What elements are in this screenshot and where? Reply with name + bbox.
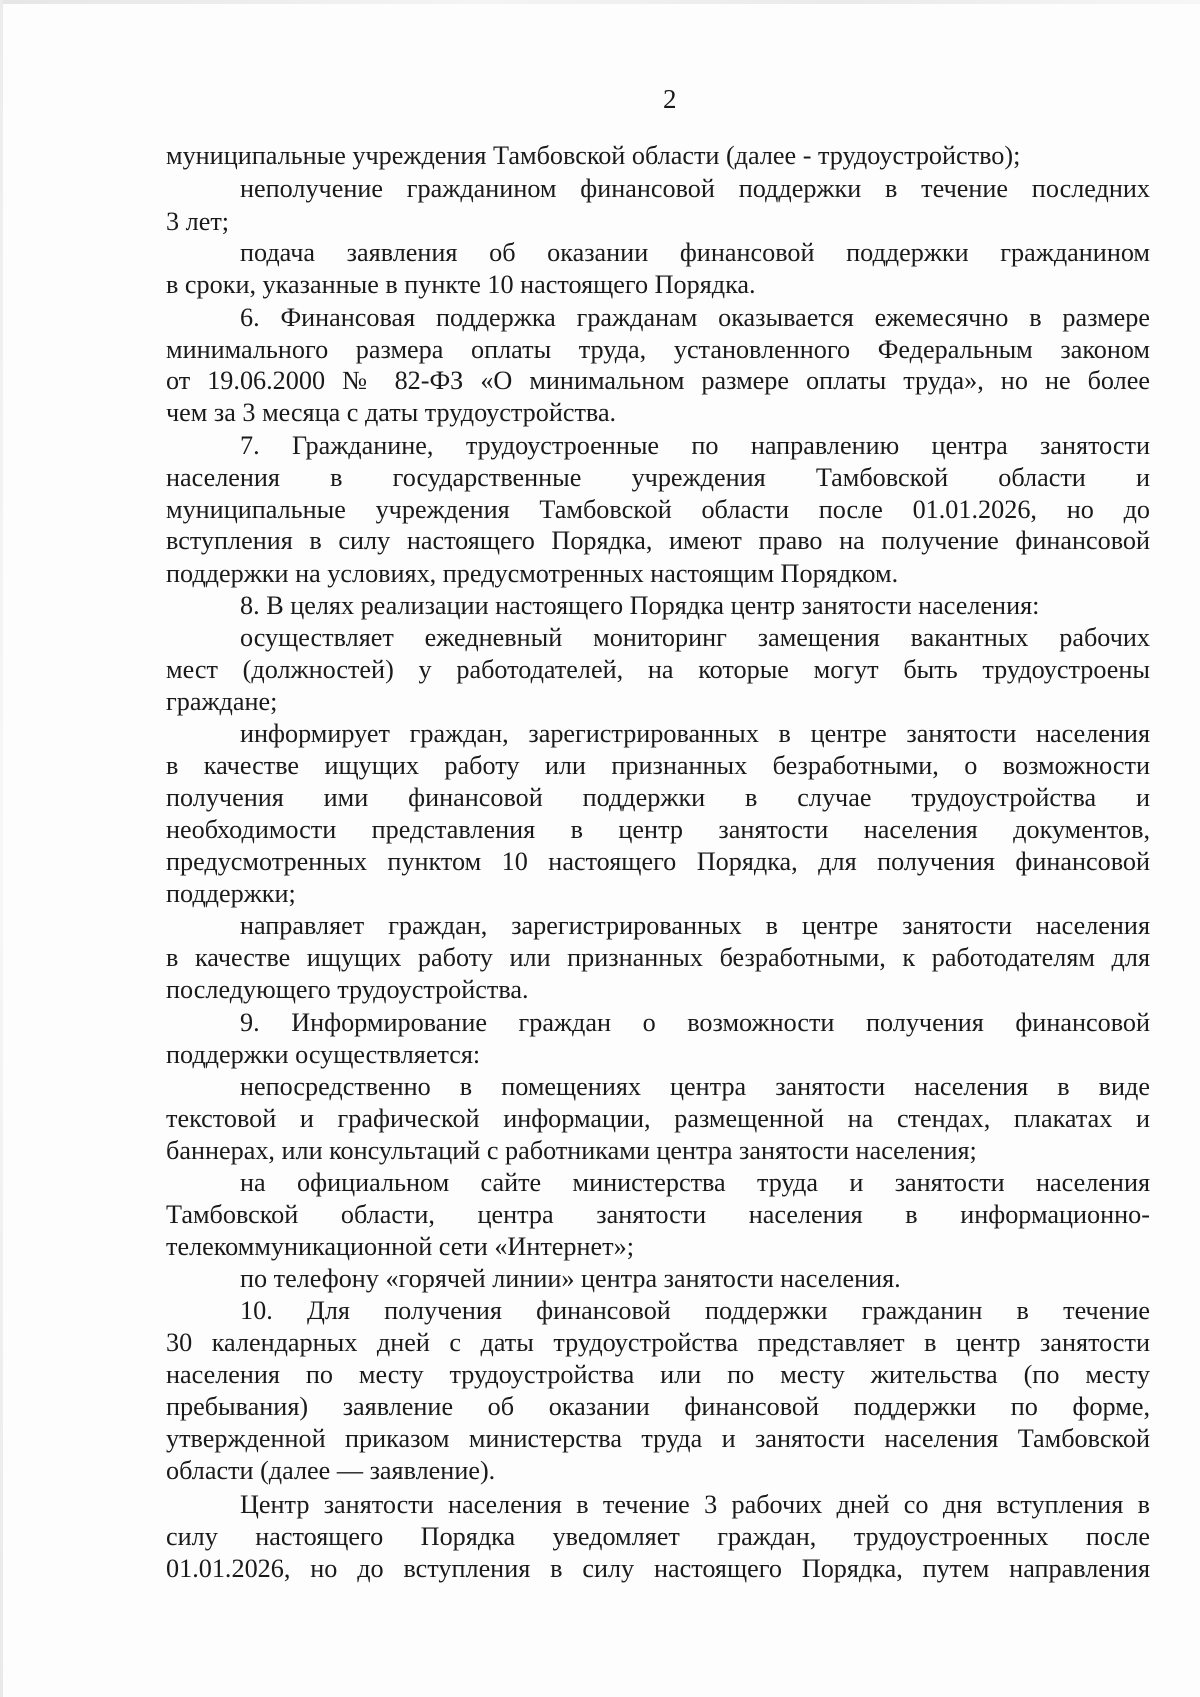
text-line: 30 календарных дней с даты трудоустройства представляет в центр занятости <box>166 1328 1150 1357</box>
text-line: 01.01.2026, но до вступления в силу настоящего Порядка, путем направления <box>166 1554 1150 1583</box>
text-line: мест (должностей) у работодателей, на которые могут быть трудоустроены <box>166 655 1150 684</box>
text-line: последующего трудоустройства. <box>166 975 529 1004</box>
text-line: предусмотренных пунктом 10 настоящего Порядка, для получения финансовой <box>166 847 1150 876</box>
text-line: по телефону «горячей линии» центра занятости населения. <box>240 1264 901 1293</box>
text-line: 7. Гражданине, трудоустроенные по направлению центра занятости <box>240 431 1150 460</box>
scan-edge-top <box>0 0 1200 4</box>
text-line: неполучение гражданином финансовой поддержки в течение последних <box>240 174 1150 203</box>
text-line: в качестве ищущих работу или признанных безработными, о возможности <box>166 751 1150 780</box>
text-line: необходимости представления в центр занятости населения документов, <box>166 815 1150 844</box>
text-line: 3 лет; <box>166 207 230 236</box>
text-line: подача заявления об оказании финансовой поддержки гражданином <box>240 238 1150 267</box>
text-line: на официальном сайте министерства труда и занятости населения <box>240 1168 1150 1197</box>
text-line: 8. В целях реализации настоящего Порядка центр занятости населения: <box>240 591 1040 620</box>
text-line: от 19.06.2000 № 82-ФЗ «О минимальном размере оплаты труда», но не более <box>166 366 1150 395</box>
text-line: минимального размера оплаты труда, установленного Федеральным законом <box>166 335 1150 364</box>
text-line: непосредственно в помещениях центра занятости населения в виде <box>240 1072 1150 1101</box>
text-line: в сроки, указанные в пункте 10 настоящего Порядка. <box>166 270 756 299</box>
text-line: направляет граждан, зарегистрированных в центре занятости населения <box>240 911 1150 940</box>
scan-edge-left <box>0 0 3 1697</box>
text-line: 6. Финансовая поддержка гражданам оказывается ежемесячно в размере <box>240 303 1150 332</box>
text-line: Центр занятости населения в течение 3 рабочих дней со дня вступления в <box>240 1490 1150 1519</box>
page-number: 2 <box>663 84 677 114</box>
text-line: вступления в силу настоящего Порядка, имеют право на получение финансовой <box>166 526 1150 555</box>
text-line: информирует граждан, зарегистрированных в центре занятости населения <box>240 719 1150 748</box>
text-line: телекоммуникационной сети «Интернет»; <box>166 1232 634 1261</box>
text-line: текстовой и графической информации, размещенной на стендах, плакатах и <box>166 1104 1150 1133</box>
text-line: получения ими финансовой поддержки в случае трудоустройства и <box>166 783 1150 812</box>
text-line: граждане; <box>166 687 278 716</box>
text-line: пребывания) заявление об оказании финансовой поддержки по форме, <box>166 1392 1150 1421</box>
text-line: 10. Для получения финансовой поддержки гражданин в течение <box>240 1296 1150 1325</box>
text-line: населения по месту трудоустройства или по месту жительства (по месту <box>166 1360 1150 1389</box>
text-line: осуществляет ежедневный мониторинг замещения вакантных рабочих <box>240 623 1150 652</box>
text-line: муниципальные учреждения Тамбовской области (далее - трудоустройство); <box>166 141 1021 170</box>
text-line: области (далее — заявление). <box>166 1456 496 1485</box>
text-line: поддержки осуществляется: <box>166 1040 481 1069</box>
text-line: в качестве ищущих работу или признанных безработными, к работодателям для <box>166 943 1150 972</box>
text-line: 9. Информирование граждан о возможности получения финансовой <box>240 1008 1150 1037</box>
text-line: утвержденной приказом министерства труда и занятости населения Тамбовской <box>166 1424 1150 1453</box>
text-line: населения в государственные учреждения Тамбовской области и <box>166 463 1150 492</box>
text-line: поддержки на условиях, предусмотренных настоящим Порядком. <box>166 559 899 588</box>
text-line: муниципальные учреждения Тамбовской области после 01.01.2026, но до <box>166 495 1150 524</box>
text-line: поддержки; <box>166 879 296 908</box>
text-line: Тамбовской области, центра занятости населения в информационно- <box>166 1200 1150 1229</box>
text-line: силу настоящего Порядка уведомляет граждан, трудоустроенных после <box>166 1522 1150 1551</box>
text-line: чем за 3 месяца с даты трудоустройства. <box>166 398 617 427</box>
text-line: баннерах, или консультаций с работниками центра занятости населения; <box>166 1136 977 1165</box>
